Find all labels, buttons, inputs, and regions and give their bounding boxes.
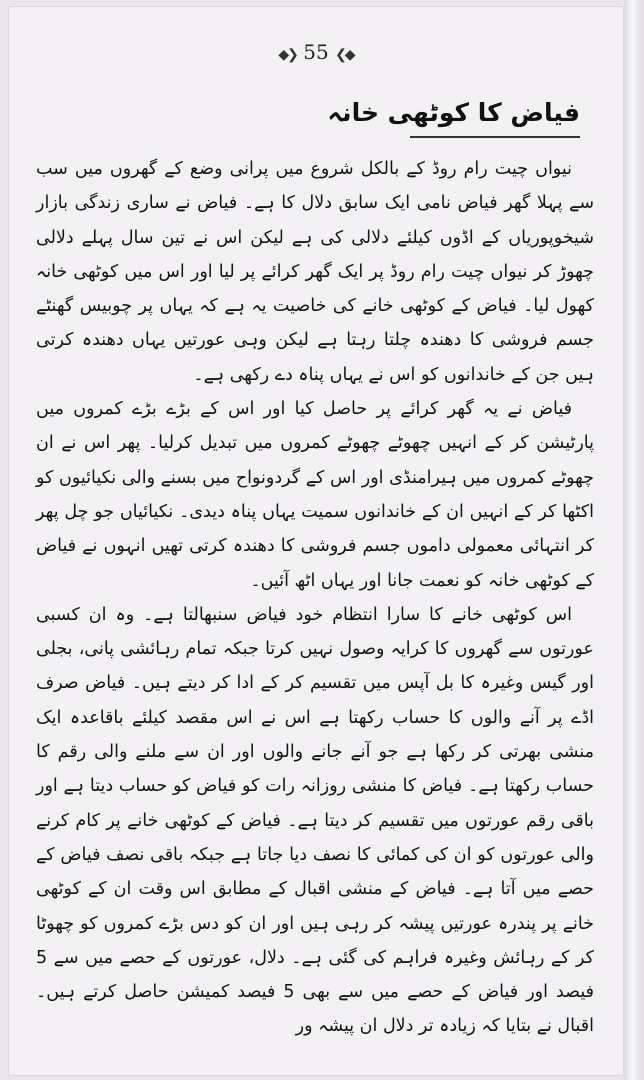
body-text (36, 152, 594, 1044)
page-number (8, 40, 624, 64)
page-number-text: 55 (303, 40, 329, 64)
paragraph-2: فیاض نے یہ گھر کرائے پر حاصل کیا اور اس کے بڑے بڑے کمروں میں پارٹیشن کر کے انہیں چھوٹے چھوٹے کمروں میں تبدیل کرلیا۔ پھر اس نے ان چھوٹے کمروں میں ہیرامنڈی اور اس کے گردونواح میں بسنے والی نکیائیوں کو اکٹھا کر کے انہیں ان کے خاندانوں سمیت یہاں پناہ دیدی۔ نکیائیاں جو چل پھر کر انتہائی معمولی داموں جسم فروشی کا دھندہ کرتی تھیں انہوں نے فیاض کے کوٹھی خانہ کو نعمت جانا اور یہاں اٹھ آئیں۔ (36, 399, 594, 591)
book-spine (624, 0, 644, 1080)
paragraph-1: نیواں چیت رام روڈ کے بالکل شروع میں پرانی وضع کے گھروں میں سب سے پہلا گھر فیاض نامی ایک سابق دلال کا ہے۔ فیاض نے ساری زندگی بازار شیخوپوریاں کے اڈوں کیلئے دلالی کی ہے لیکن اس نے تین سال پہلے دلالی چھوڑ کر نیواں چیت رام روڈ پر ایک گھر کرائے پر لیا اور اس میں کوٹھی خانہ کھول لیا۔ فیاض کے کوٹھی خانے کی خاصیت یہ ہے کہ یہاں پر چوبیس گھنٹے جسم فروشی کا دھندہ چلتا رہتا ہے لیکن وہی عورتیں یہاں دھندہ کرتی ہیں جن کے خاندانوں کو اس نے یہاں پناہ دے رکھی ہے۔ (36, 159, 594, 385)
ornament-right-icon: ❮◆ (335, 47, 354, 63)
chapter-title: فیاض کا کوٹھی خانہ (327, 98, 580, 127)
paragraph-3: اس کوٹھی خانے کا سارا انتظام خود فیاض سنبھالتا ہے۔ وہ ان کسبی عورتوں سے گھروں کا کرایہ وصول نہیں کرتا جبکہ تمام رہائشی پانی، بجلی اور گیس وغیرہ کا بل آپس میں تقسیم کر کے ادا کر دیتے ہیں۔ فیاض صرف اڈے پر آنے والوں کا حساب رکھتا ہے اس نے اس مقصد کیلئے باقاعدہ ایک منشی بھرتی کر رکھا ہے جو آنے جانے والوں اور ان سے ملنے والی رقم کا حساب رکھتا ہے۔ فیاض کا منشی روزانہ رات کو فیاض کو حساب دیتا ہے اور باقی رقم عورتوں میں تقسیم کر دیتا ہے۔ فیاض کے کوٹھی خانے پر کام کرنے والی عورتوں کو ان کی کمائی کا نصف دیا جاتا ہے جبکہ باقی نصف فیاض کے حصے میں آتا ہے۔ فیاض کے منشی اقبال کے مطابق اس وقت ان کے کوٹھی خانے پر پندرہ عورتیں پیشہ کر رہی ہیں اور ان کو دس بڑے کمروں کو چھوٹا کر کے رہائش وغیرہ فراہم کی گئی ہے۔ دلال، عورتوں کے حصے میں سے 5 فیصد اور فیاض کے حصے میں سے بھی 5 فیصد کمیشن حاصل کرتے ہیں۔ اقبال نے بتایا کہ زیادہ تر دلال ان پیشہ ور (36, 604, 595, 1037)
title-underline (410, 136, 580, 138)
book-page (8, 6, 624, 1076)
ornament-left-icon: ◆❯ (278, 47, 297, 63)
